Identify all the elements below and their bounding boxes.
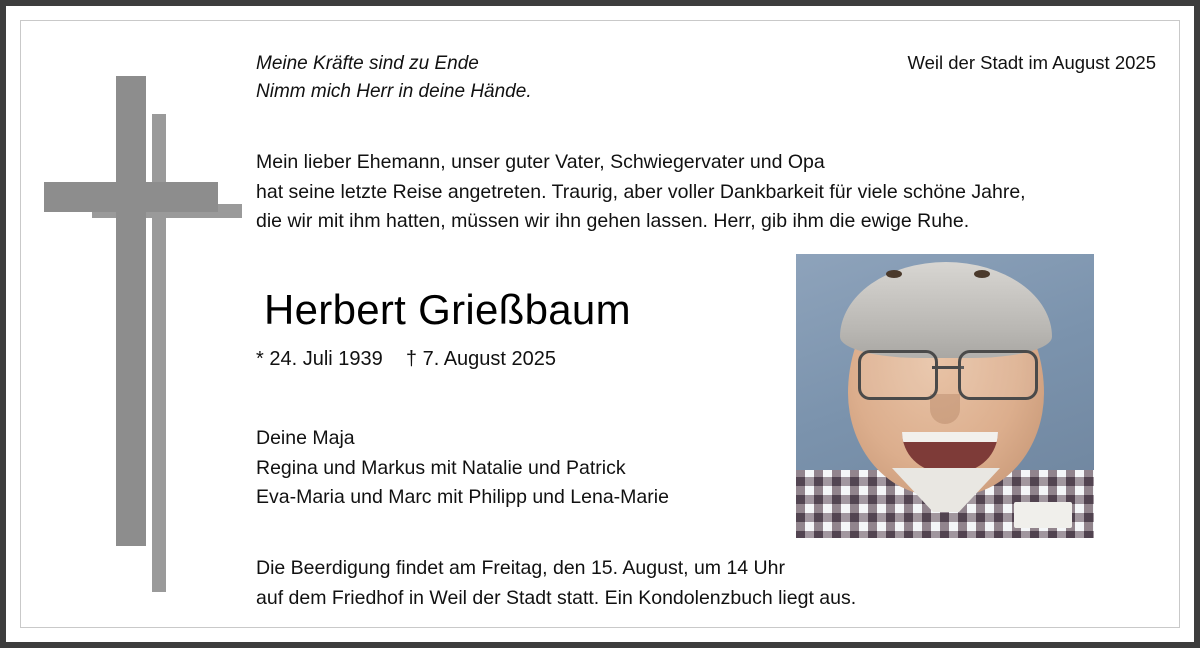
family-line-2: Regina und Markus mit Natalie und Patrick bbox=[256, 456, 626, 479]
cross-horizontal-bar bbox=[44, 182, 218, 212]
funeral-details bbox=[256, 554, 856, 613]
glasses-right-lens bbox=[958, 350, 1038, 400]
cross-icon bbox=[40, 66, 250, 586]
verse-line-1: Meine Kräfte sind zu Ende bbox=[256, 53, 479, 74]
place-and-date: Weil der Stadt im August 2025 bbox=[907, 52, 1156, 73]
portrait-left-eye bbox=[886, 270, 902, 278]
family-line-3: Eva-Maria und Marc mit Philipp und Lena-Marie bbox=[256, 486, 669, 509]
portrait-photo bbox=[796, 254, 1094, 538]
portrait-nose bbox=[930, 394, 960, 424]
funeral-line-2: auf dem Friedhof in Weil der Stadt statt. Ein Kondolenzbuch liegt aus. bbox=[256, 586, 857, 609]
announcement-text bbox=[256, 148, 1136, 237]
cross-vertical-bar bbox=[116, 76, 146, 546]
announcement-line-1: Mein lieber Ehemann, unser guter Vater, Schwiegervater und Opa bbox=[256, 151, 825, 173]
life-dates bbox=[256, 348, 556, 371]
verse-line-2: Nimm mich Herr in deine Hände. bbox=[256, 80, 532, 102]
family-list bbox=[256, 424, 669, 513]
announcement-line-3: die wir mit ihm hatten, müssen wir ihn gehen lassen. Herr, gib ihm die ewige Ruhe. bbox=[256, 210, 970, 233]
portrait-right-eye bbox=[974, 270, 990, 278]
birth-date: * 24. Juli 1939 bbox=[256, 348, 383, 370]
funeral-line-1: Die Beerdigung findet am Freitag, den 15. August, um 14 Uhr bbox=[256, 557, 785, 579]
glasses-left-lens bbox=[858, 350, 938, 400]
glasses-icon bbox=[858, 350, 1038, 394]
deceased-name: Herbert Grießbaum bbox=[264, 286, 631, 333]
announcement-line-2: hat seine letzte Reise angetreten. Traurig, aber voller Dankbarkeit für viele schöne Jahre, bbox=[256, 180, 1026, 203]
death-date: † 7. August 2025 bbox=[405, 348, 557, 370]
memorial-verse bbox=[256, 50, 532, 105]
portrait-pocket-item bbox=[1014, 502, 1072, 528]
family-line-1: Deine Maja bbox=[256, 427, 355, 449]
